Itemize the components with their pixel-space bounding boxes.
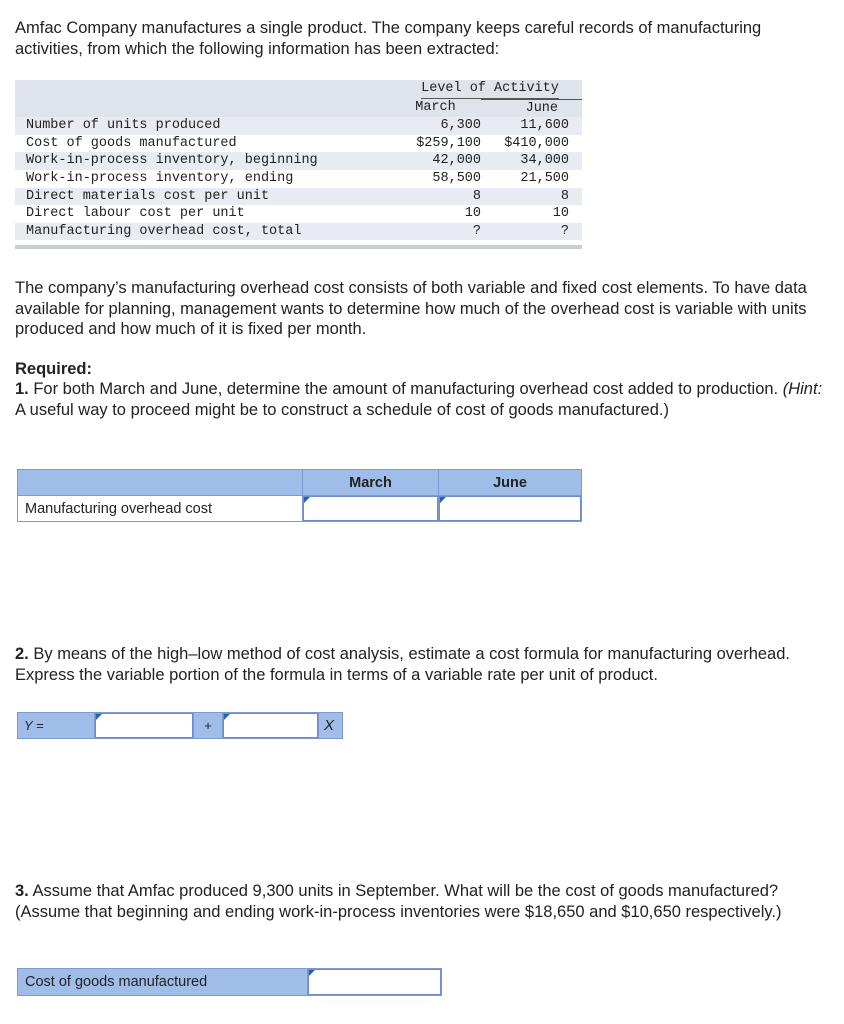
q1-col-june: June	[439, 470, 582, 496]
answer-flag-icon	[304, 497, 310, 503]
fixed-cost-cell	[95, 713, 194, 739]
question-3-text: 3. Assume that Amfac produced 9,300 units in September. What will be the cost of goods manufactured? (Assume that beginning and ending work-in-process inventories were $18,650 and $10,650 respectively.)	[15, 882, 782, 921]
table-row: Direct materials cost per unit 8 8	[15, 188, 582, 206]
cogm-cell	[308, 969, 442, 996]
activity-data-table	[15, 80, 582, 240]
fixed-cost-input[interactable]	[95, 713, 193, 738]
answer-flag-icon	[96, 714, 102, 720]
variable-rate-input[interactable]	[223, 713, 318, 738]
cost-formula-row	[17, 712, 343, 739]
march-overhead-cell	[303, 496, 439, 522]
cost-of-goods-manufactured-input[interactable]	[308, 969, 441, 995]
question-2-text: 2. By means of the high–low method of cost analysis, estimate a cost formula for manufacturing overhead. Express the variable portion of the formula in terms of a variable rate per unit of product.	[15, 645, 790, 684]
variable-rate-cell	[223, 713, 319, 739]
required-heading: Required:	[15, 360, 93, 378]
answer-flag-icon	[224, 714, 230, 720]
q3-answer-table	[17, 968, 442, 996]
june-overhead-cell	[439, 496, 582, 522]
col-header-june: June	[525, 100, 558, 116]
x-variable-label: X	[319, 713, 343, 739]
table-row: Number of units produced 6,300 11,600	[15, 117, 582, 135]
q1-row-label: Manufacturing overhead cost	[18, 496, 303, 522]
table-row: Direct labour cost per unit 10 10	[26, 206, 569, 222]
level-of-activity-header: Level of Activity	[421, 80, 559, 99]
overhead-paragraph: The company’s manufacturing overhead cost consists of both variable and fixed cost elements. To have data available for planning, management wants to determine how much of the overhead cost is variable with units produced and how much of it is fixed per month.	[15, 279, 807, 338]
plus-sign: +	[194, 713, 223, 739]
intro-paragraph: Amfac Company manufactures a single product. The company keeps careful records of manufacturing activities, from which the following information has been extracted:	[15, 19, 762, 58]
table-row: Cost of goods manufactured $259,100 $410,000	[26, 135, 569, 151]
q1-col-march: March	[303, 470, 439, 496]
question-1-text: 1. For both March and June, determine the amount of manufacturing overhead cost added to production. (Hint: A useful way to proceed might be to construct a schedule of cost of goods manufactured.)	[15, 380, 823, 419]
answer-flag-icon	[309, 970, 315, 976]
table-row: Work-in-process inventory, ending 58,500 21,500	[26, 170, 569, 186]
q1-header-blank	[18, 470, 303, 496]
march-overhead-input[interactable]	[303, 496, 438, 521]
table-bottom-rule	[15, 245, 582, 249]
y-equals-label: Y =	[18, 713, 95, 739]
table-row: Manufacturing overhead cost, total ? ?	[15, 223, 582, 241]
answer-flag-icon	[440, 497, 446, 503]
table-row: Work-in-process inventory, beginning 42,000 34,000	[15, 152, 582, 170]
june-overhead-input[interactable]	[439, 496, 581, 521]
q3-row-label: Cost of goods manufactured	[18, 969, 308, 996]
q1-answer-table	[17, 469, 582, 522]
col-header-march: March	[415, 100, 456, 116]
